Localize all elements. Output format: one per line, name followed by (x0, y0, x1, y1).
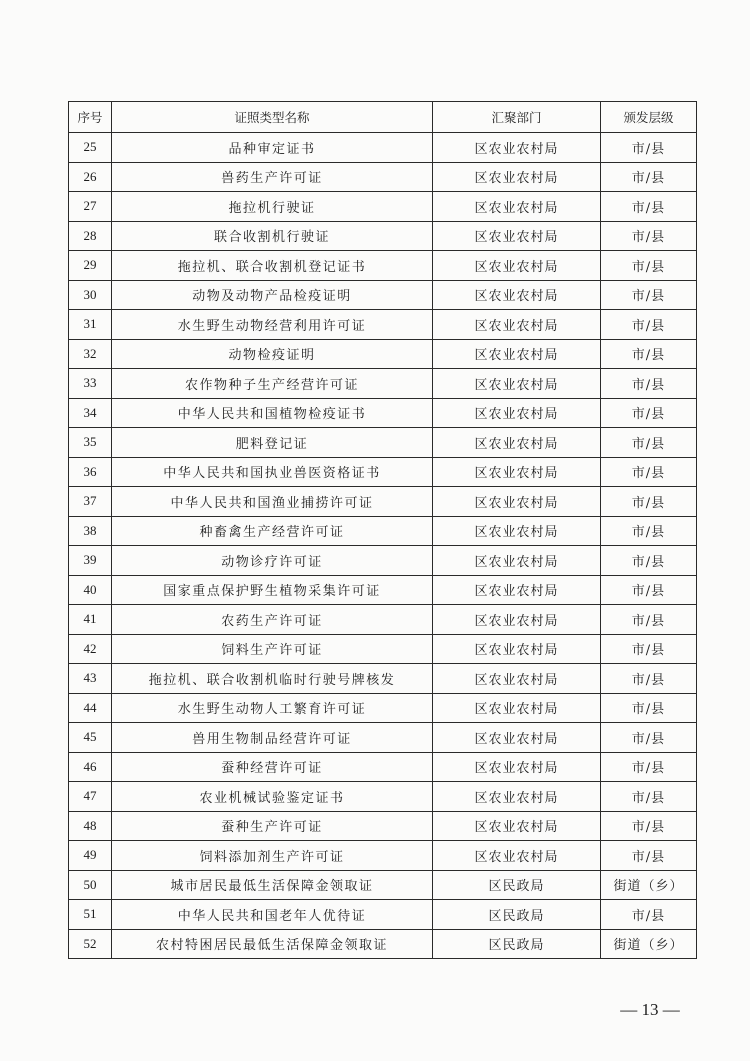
row-number: 52 (69, 929, 112, 959)
department: 区农业农村局 (433, 782, 601, 812)
certificate-name: 中华人民共和国渔业捕捞许可证 (112, 487, 433, 517)
issuing-level: 市/县 (601, 192, 697, 222)
issuing-level: 市/县 (601, 339, 697, 369)
table-body (69, 133, 697, 959)
issuing-level: 市/县 (601, 723, 697, 753)
page-number: — 13 — (620, 1000, 680, 1019)
certificate-name: 品种审定证书 (112, 133, 433, 163)
department: 区农业农村局 (433, 369, 601, 399)
table-row (69, 516, 697, 546)
issuing-level: 市/县 (601, 752, 697, 782)
department: 区农业农村局 (433, 546, 601, 576)
issuing-level: 市/县 (601, 251, 697, 281)
table-row (69, 192, 697, 222)
department: 区农业农村局 (433, 487, 601, 517)
row-number: 43 (69, 664, 112, 694)
table-row (69, 280, 697, 310)
certificate-table (68, 101, 697, 959)
table-row (69, 811, 697, 841)
certificate-name: 农业机械试验鉴定证书 (112, 782, 433, 812)
table-row (69, 929, 697, 959)
issuing-level: 市/县 (601, 310, 697, 340)
issuing-level: 市/县 (601, 900, 697, 930)
certificate-name: 中华人民共和国植物检疫证书 (112, 398, 433, 428)
department: 区农业农村局 (433, 457, 601, 487)
table-row (69, 605, 697, 635)
department: 区农业农村局 (433, 575, 601, 605)
table-row (69, 752, 697, 782)
certificate-name: 蚕种经营许可证 (112, 752, 433, 782)
row-number: 28 (69, 221, 112, 251)
department: 区农业农村局 (433, 251, 601, 281)
row-number: 47 (69, 782, 112, 812)
table-row (69, 487, 697, 517)
row-number: 38 (69, 516, 112, 546)
certificate-name: 拖拉机行驶证 (112, 192, 433, 222)
certificate-name: 蚕种生产许可证 (112, 811, 433, 841)
certificate-name: 动物诊疗许可证 (112, 546, 433, 576)
row-number: 48 (69, 811, 112, 841)
certificate-name: 农药生产许可证 (112, 605, 433, 635)
table-header-row (69, 102, 697, 133)
certificate-name: 兽药生产许可证 (112, 162, 433, 192)
table-row (69, 398, 697, 428)
table-row (69, 339, 697, 369)
row-number: 49 (69, 841, 112, 871)
department: 区农业农村局 (433, 339, 601, 369)
department: 区农业农村局 (433, 811, 601, 841)
department: 区民政局 (433, 900, 601, 930)
table-row (69, 782, 697, 812)
certificate-name: 动物检疫证明 (112, 339, 433, 369)
issuing-level: 市/县 (601, 487, 697, 517)
table-row (69, 723, 697, 753)
department: 区农业农村局 (433, 428, 601, 458)
issuing-level: 街道（乡） (601, 870, 697, 900)
table-row (69, 162, 697, 192)
issuing-level: 市/县 (601, 369, 697, 399)
department: 区民政局 (433, 929, 601, 959)
issuing-level: 市/县 (601, 221, 697, 251)
department: 区农业农村局 (433, 133, 601, 163)
row-number: 26 (69, 162, 112, 192)
table-row (69, 693, 697, 723)
certificate-name: 拖拉机、联合收割机登记证书 (112, 251, 433, 281)
header-level: 颁发层级 (601, 102, 697, 133)
department: 区农业农村局 (433, 280, 601, 310)
department: 区农业农村局 (433, 310, 601, 340)
department: 区农业农村局 (433, 752, 601, 782)
row-number: 34 (69, 398, 112, 428)
table-row (69, 457, 697, 487)
certificate-name: 饲料添加剂生产许可证 (112, 841, 433, 871)
certificate-name: 城市居民最低生活保障金领取证 (112, 870, 433, 900)
certificate-name: 拖拉机、联合收割机临时行驶号牌核发 (112, 664, 433, 694)
row-number: 36 (69, 457, 112, 487)
table-row (69, 133, 697, 163)
issuing-level: 市/县 (601, 664, 697, 694)
department: 区农业农村局 (433, 398, 601, 428)
issuing-level: 市/县 (601, 516, 697, 546)
table-row (69, 221, 697, 251)
department: 区农业农村局 (433, 841, 601, 871)
table-row (69, 369, 697, 399)
row-number: 35 (69, 428, 112, 458)
row-number: 50 (69, 870, 112, 900)
issuing-level: 市/县 (601, 605, 697, 635)
certificate-name: 国家重点保护野生植物采集许可证 (112, 575, 433, 605)
row-number: 45 (69, 723, 112, 753)
department: 区农业农村局 (433, 664, 601, 694)
department: 区农业农村局 (433, 516, 601, 546)
department: 区农业农村局 (433, 634, 601, 664)
table-row (69, 310, 697, 340)
row-number: 25 (69, 133, 112, 163)
issuing-level: 市/县 (601, 162, 697, 192)
row-number: 42 (69, 634, 112, 664)
department: 区农业农村局 (433, 221, 601, 251)
table-row (69, 428, 697, 458)
certificate-name: 中华人民共和国执业兽医资格证书 (112, 457, 433, 487)
issuing-level: 市/县 (601, 841, 697, 871)
certificate-name: 兽用生物制品经营许可证 (112, 723, 433, 753)
certificate-name: 中华人民共和国老年人优待证 (112, 900, 433, 930)
issuing-level: 市/县 (601, 575, 697, 605)
issuing-level: 市/县 (601, 428, 697, 458)
certificate-name: 农村特困居民最低生活保障金领取证 (112, 929, 433, 959)
certificate-name: 联合收割机行驶证 (112, 221, 433, 251)
table-row (69, 546, 697, 576)
issuing-level: 市/县 (601, 782, 697, 812)
header-no: 序号 (69, 102, 112, 133)
department: 区民政局 (433, 870, 601, 900)
issuing-level: 市/县 (601, 280, 697, 310)
certificate-name: 水生野生动物人工繁育许可证 (112, 693, 433, 723)
table-row (69, 900, 697, 930)
certificate-name: 动物及动物产品检疫证明 (112, 280, 433, 310)
row-number: 29 (69, 251, 112, 281)
issuing-level: 市/县 (601, 133, 697, 163)
row-number: 37 (69, 487, 112, 517)
certificate-name: 饲料生产许可证 (112, 634, 433, 664)
department: 区农业农村局 (433, 162, 601, 192)
issuing-level: 市/县 (601, 634, 697, 664)
department: 区农业农村局 (433, 693, 601, 723)
issuing-level: 市/县 (601, 693, 697, 723)
table-row (69, 634, 697, 664)
department: 区农业农村局 (433, 723, 601, 753)
row-number: 33 (69, 369, 112, 399)
row-number: 39 (69, 546, 112, 576)
department: 区农业农村局 (433, 605, 601, 635)
row-number: 51 (69, 900, 112, 930)
row-number: 44 (69, 693, 112, 723)
department: 区农业农村局 (433, 192, 601, 222)
row-number: 46 (69, 752, 112, 782)
table-row (69, 664, 697, 694)
table-row (69, 841, 697, 871)
row-number: 27 (69, 192, 112, 222)
issuing-level: 街道（乡） (601, 929, 697, 959)
row-number: 40 (69, 575, 112, 605)
header-name: 证照类型名称 (112, 102, 433, 133)
table-row (69, 251, 697, 281)
issuing-level: 市/县 (601, 546, 697, 576)
issuing-level: 市/县 (601, 811, 697, 841)
row-number: 32 (69, 339, 112, 369)
table-row (69, 870, 697, 900)
header-dept: 汇聚部门 (433, 102, 601, 133)
issuing-level: 市/县 (601, 457, 697, 487)
row-number: 41 (69, 605, 112, 635)
issuing-level: 市/县 (601, 398, 697, 428)
table-row (69, 575, 697, 605)
certificate-name: 农作物种子生产经营许可证 (112, 369, 433, 399)
certificate-name: 肥料登记证 (112, 428, 433, 458)
row-number: 31 (69, 310, 112, 340)
row-number: 30 (69, 280, 112, 310)
certificate-name: 种畜禽生产经营许可证 (112, 516, 433, 546)
certificate-name: 水生野生动物经营利用许可证 (112, 310, 433, 340)
